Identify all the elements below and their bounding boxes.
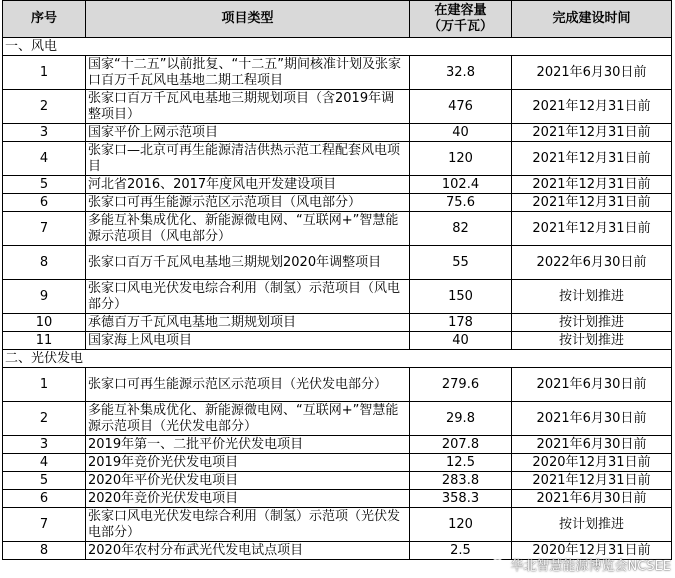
capacity-value: 32.8 — [410, 56, 512, 90]
row-number: 3 — [3, 436, 86, 454]
row-number: 2 — [3, 90, 86, 124]
row-number: 8 — [3, 542, 86, 560]
section-title: 一、风电 — [3, 38, 672, 56]
completion-date: 按计划推进 — [512, 314, 672, 332]
table-row — [3, 368, 672, 402]
completion-date: 2021年6月30日前 — [512, 368, 672, 402]
table-row — [3, 212, 672, 246]
project-name: 国家海上风电项目 — [86, 332, 410, 350]
project-name: 2019年竞价光伏发电项目 — [86, 454, 410, 472]
project-name: 国家“十二五”以前批复、“十二五”期间核准计划及张家口百万千瓦风电基地二期工程项目 — [86, 56, 410, 90]
row-number: 10 — [3, 314, 86, 332]
completion-date: 2021年12月31日前 — [512, 176, 672, 194]
capacity-value: 120 — [410, 142, 512, 176]
completion-date: 2020年12月31日前 — [512, 542, 672, 560]
completion-date: 2021年12月31日前 — [512, 212, 672, 246]
header-no: 序号 — [3, 1, 86, 38]
capacity-value: 12.5 — [410, 454, 512, 472]
completion-date: 2021年12月31日前 — [512, 472, 672, 490]
table-row — [3, 124, 672, 142]
project-name: 张家口可再生能源示范区示范项目（风电部分） — [86, 194, 410, 212]
project-name: 张家口可再生能源示范区示范项目（光伏发电部分） — [86, 368, 410, 402]
row-number: 6 — [3, 490, 86, 508]
capacity-value: 150 — [410, 280, 512, 314]
project-name: 张家口百万千瓦风电基地三期规划项目（含2019年调整项目） — [86, 90, 410, 124]
section-title: 二、光伏发电 — [3, 350, 672, 368]
row-number: 3 — [3, 124, 86, 142]
table-row — [3, 508, 672, 542]
row-number: 1 — [3, 56, 86, 90]
project-name: 张家口百万千瓦风电基地三期规划2020年调整项目 — [86, 246, 410, 280]
table-row — [3, 402, 672, 436]
section-row — [3, 350, 672, 368]
completion-date: 2021年6月30日前 — [512, 436, 672, 454]
header-capacity — [410, 1, 512, 38]
row-number: 6 — [3, 194, 86, 212]
table-body — [3, 38, 672, 560]
capacity-value: 55 — [410, 246, 512, 280]
completion-date: 按计划推进 — [512, 508, 672, 542]
capacity-value: 82 — [410, 212, 512, 246]
project-name: 2020年平价光伏发电项目 — [86, 472, 410, 490]
row-number: 2 — [3, 402, 86, 436]
table-row — [3, 280, 672, 314]
capacity-value: 283.8 — [410, 472, 512, 490]
watermark-text: 华北智慧能源博览会NCSEE — [510, 559, 671, 574]
row-number: 5 — [3, 472, 86, 490]
completion-date: 2021年12月31日前 — [512, 142, 672, 176]
capacity-value: 2.5 — [410, 542, 512, 560]
table-row — [3, 490, 672, 508]
capacity-value: 279.6 — [410, 368, 512, 402]
row-number: 11 — [3, 332, 86, 350]
row-number: 4 — [3, 454, 86, 472]
completion-date: 2021年6月30日前 — [512, 56, 672, 90]
project-name: 2019年第一、二批平价光伏发电项目 — [86, 436, 410, 454]
capacity-value: 476 — [410, 90, 512, 124]
row-number: 8 — [3, 246, 86, 280]
table-row — [3, 542, 672, 560]
table-row — [3, 194, 672, 212]
row-number: 1 — [3, 368, 86, 402]
completion-date: 按计划推进 — [512, 332, 672, 350]
project-name: 多能互补集成优化、新能源微电网、“互联网+”智慧能源示范项目（光伏发电部分） — [86, 402, 410, 436]
completion-date: 2020年12月31日前 — [512, 454, 672, 472]
header-completion-time: 完成建设时间 — [512, 1, 672, 38]
table-row — [3, 246, 672, 280]
section-row — [3, 38, 672, 56]
table-row — [3, 176, 672, 194]
capacity-value: 40 — [410, 124, 512, 142]
capacity-value: 178 — [410, 314, 512, 332]
header-capacity-line2: （万千瓦） — [427, 19, 493, 34]
table-row — [3, 90, 672, 124]
capacity-value: 358.3 — [410, 490, 512, 508]
table-row — [3, 56, 672, 90]
capacity-value: 102.4 — [410, 176, 512, 194]
completion-date: 按计划推进 — [512, 280, 672, 314]
project-name: 多能互补集成优化、新能源微电网、“互联网+”智慧能源示范项目（风电部分） — [86, 212, 410, 246]
row-number: 9 — [3, 280, 86, 314]
project-name: 张家口风电光伏发电综合利用（制氢）示范项目（风电部分） — [86, 280, 410, 314]
table-row — [3, 142, 672, 176]
table-row — [3, 314, 672, 332]
table-row — [3, 472, 672, 490]
header-project-type: 项目类型 — [86, 1, 410, 38]
completion-date: 2022年6月30日前 — [512, 246, 672, 280]
capacity-value: 29.8 — [410, 402, 512, 436]
project-name: 国家平价上网示范项目 — [86, 124, 410, 142]
header-row — [3, 1, 672, 38]
row-number: 7 — [3, 212, 86, 246]
completion-date: 2021年12月31日前 — [512, 90, 672, 124]
row-number: 7 — [3, 508, 86, 542]
row-number: 5 — [3, 176, 86, 194]
completion-date: 2021年6月30日前 — [512, 490, 672, 508]
table-row — [3, 436, 672, 454]
capacity-value: 40 — [410, 332, 512, 350]
header-capacity-line1: 在建容量 — [434, 3, 487, 18]
completion-date: 2021年6月30日前 — [512, 402, 672, 436]
project-name: 张家口—北京可再生能源清洁供热示范工程配套风电项目 — [86, 142, 410, 176]
table-row — [3, 454, 672, 472]
capacity-value: 75.6 — [410, 194, 512, 212]
completion-date: 2021年12月31日前 — [512, 124, 672, 142]
capacity-value: 207.8 — [410, 436, 512, 454]
project-name: 承德百万千瓦风电基地二期规划项目 — [86, 314, 410, 332]
row-number: 4 — [3, 142, 86, 176]
project-name: 张家口风电光伏发电综合利用（制氢）示范项（光伏发电部分） — [86, 508, 410, 542]
project-table — [2, 0, 672, 560]
project-name: 2020年竞价光伏发电项目 — [86, 490, 410, 508]
capacity-value: 120 — [410, 508, 512, 542]
completion-date: 2021年12月31日前 — [512, 194, 672, 212]
table-row — [3, 332, 672, 350]
project-name: 2020年农村分布武光代发电试点项目 — [86, 542, 410, 560]
project-name: 河北省2016、2017年度风电开发建设项目 — [86, 176, 410, 194]
